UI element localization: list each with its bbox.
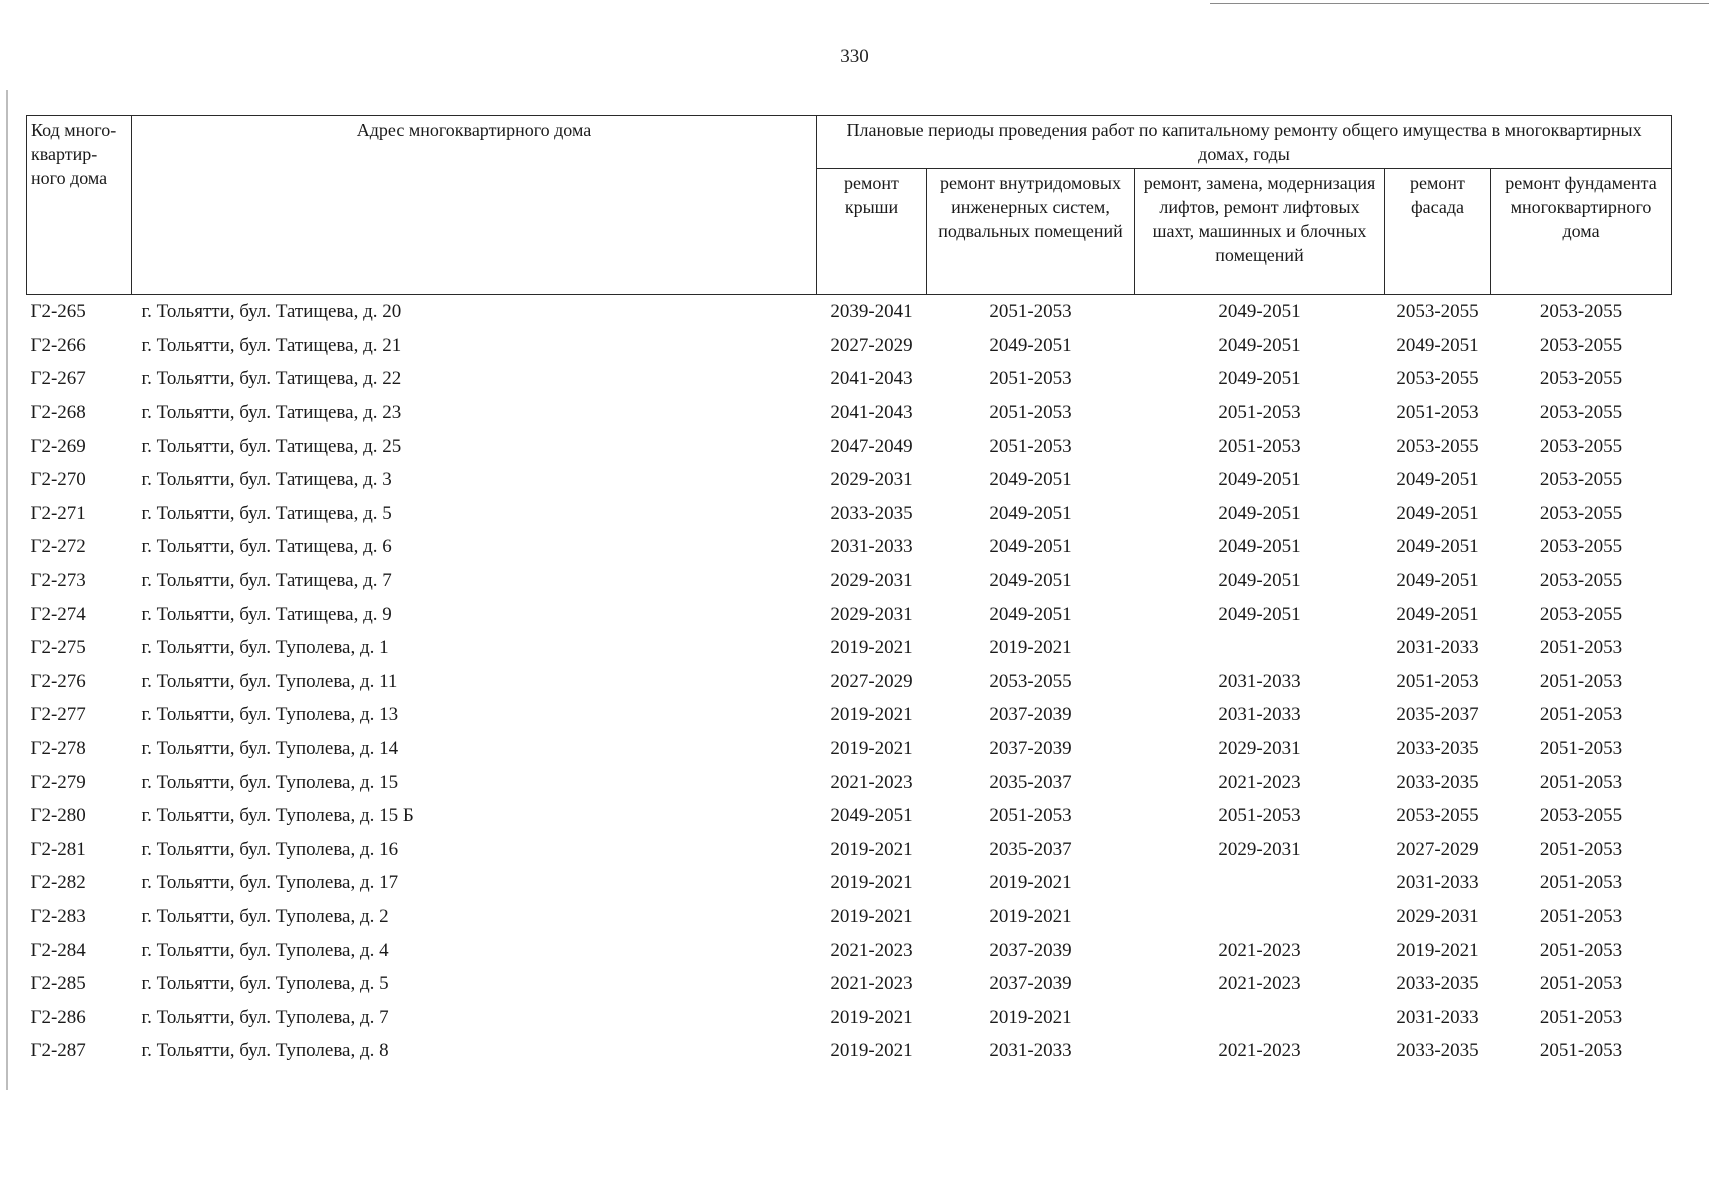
cell-foundation: 2053-2055	[1539, 570, 1623, 592]
cell-engineering: 2051-2053	[989, 402, 1072, 424]
table-row	[27, 833, 1672, 867]
cell-roof: 2031-2033	[830, 536, 913, 558]
cell-facade: 2033-2035	[1396, 1040, 1479, 1062]
cell-engineering: 2037-2039	[989, 973, 1072, 995]
cell-facade: 2049-2051	[1396, 603, 1479, 625]
scan-edge	[6, 90, 8, 1090]
table-row	[27, 396, 1672, 430]
cell-facade: 2033-2035	[1396, 771, 1479, 793]
cell-code: Г2-277	[30, 704, 86, 726]
cell-roof: 2029-2031	[830, 570, 913, 592]
cell-foundation: 2051-2053	[1539, 1040, 1623, 1062]
cell-facade: 2027-2029	[1396, 838, 1479, 860]
table-row	[27, 698, 1672, 732]
cell-code: Г2-270	[30, 469, 86, 491]
table-row	[27, 362, 1672, 396]
cell-facade: 2049-2051	[1396, 469, 1479, 491]
table-row	[27, 1000, 1672, 1034]
cell-address: г. Тольятти, бул. Татищева, д. 7	[141, 570, 392, 592]
cell-engineering: 2019-2021	[989, 1006, 1072, 1028]
cell-engineering: 2035-2037	[989, 771, 1072, 793]
cell-address: г. Тольятти, бул. Туполева, д. 11	[141, 670, 398, 692]
cell-address: г. Тольятти, бул. Туполева, д. 2	[141, 905, 389, 927]
cell-elevators: 2049-2051	[1218, 570, 1301, 592]
cell-roof: 2027-2029	[830, 334, 913, 356]
cell-facade: 2049-2051	[1396, 536, 1479, 558]
cell-roof: 2021-2023	[830, 771, 913, 793]
cell-engineering: 2019-2021	[989, 637, 1072, 659]
cell-address: г. Тольятти, бул. Туполева, д. 16	[141, 838, 399, 860]
cell-foundation: 2053-2055	[1539, 502, 1623, 524]
cell-code: Г2-268	[30, 402, 86, 424]
cell-elevators	[1135, 1000, 1385, 1034]
cell-roof: 2041-2043	[830, 402, 913, 424]
cell-code: Г2-273	[30, 570, 86, 592]
table-row	[27, 732, 1672, 766]
cell-code: Г2-274	[30, 603, 86, 625]
table-row	[27, 497, 1672, 531]
cell-engineering: 2037-2039	[989, 704, 1072, 726]
cell-code: Г2-266	[30, 334, 86, 356]
cell-elevators: 2031-2033	[1218, 704, 1301, 726]
header-address: Адрес многоквартирного дома	[132, 116, 817, 295]
table-row	[27, 799, 1672, 833]
cell-engineering: 2049-2051	[989, 502, 1072, 524]
cell-code: Г2-278	[30, 738, 86, 760]
cell-roof: 2049-2051	[830, 805, 913, 827]
cell-facade: 2053-2055	[1396, 805, 1479, 827]
cell-code: Г2-285	[30, 973, 86, 995]
cell-foundation: 2051-2053	[1539, 771, 1623, 793]
cell-foundation: 2051-2053	[1539, 1006, 1623, 1028]
cell-elevators: 2029-2031	[1218, 838, 1301, 860]
cell-foundation: 2053-2055	[1539, 301, 1623, 323]
cell-code: Г2-272	[30, 536, 86, 558]
cell-facade: 2035-2037	[1396, 704, 1479, 726]
cell-code: Г2-280	[30, 805, 86, 827]
cell-code: Г2-267	[30, 368, 86, 390]
cell-address: г. Тольятти, бул. Татищева, д. 3	[141, 469, 392, 491]
cell-foundation: 2051-2053	[1539, 973, 1623, 995]
cell-address: г. Тольятти, бул. Туполева, д. 14	[141, 738, 399, 760]
cell-address: г. Тольятти, бул. Туполева, д. 7	[141, 1006, 389, 1028]
cell-foundation: 2051-2053	[1539, 838, 1623, 860]
cell-engineering: 2037-2039	[989, 738, 1072, 760]
cell-roof: 2019-2021	[830, 704, 913, 726]
cell-elevators	[1135, 900, 1385, 934]
cell-elevators: 2049-2051	[1218, 301, 1301, 323]
cell-roof: 2047-2049	[830, 435, 913, 457]
cell-engineering: 2035-2037	[989, 838, 1072, 860]
cell-roof: 2019-2021	[830, 637, 913, 659]
cell-elevators: 2051-2053	[1218, 402, 1301, 424]
cell-roof: 2039-2041	[830, 301, 913, 323]
cell-facade: 2029-2031	[1396, 905, 1479, 927]
cell-elevators: 2049-2051	[1218, 536, 1301, 558]
cell-engineering: 2053-2055	[989, 670, 1072, 692]
cell-elevators: 2029-2031	[1218, 738, 1301, 760]
cell-facade: 2031-2033	[1396, 872, 1479, 894]
cell-engineering: 2051-2053	[989, 368, 1072, 390]
cell-engineering: 2049-2051	[989, 603, 1072, 625]
table-row	[27, 597, 1672, 631]
cell-address: г. Тольятти, бул. Татищева, д. 25	[141, 435, 402, 457]
cell-address: г. Тольятти, бул. Туполева, д. 17	[141, 872, 399, 894]
table-row	[27, 329, 1672, 363]
cell-elevators: 2049-2051	[1218, 469, 1301, 491]
table-row	[27, 564, 1672, 598]
table-row	[27, 933, 1672, 967]
cell-code: Г2-276	[30, 670, 86, 692]
cell-roof: 2041-2043	[830, 368, 913, 390]
cell-elevators: 2049-2051	[1218, 368, 1301, 390]
cell-foundation: 2053-2055	[1539, 536, 1623, 558]
cell-facade: 2051-2053	[1396, 402, 1479, 424]
cell-facade: 2031-2033	[1396, 637, 1479, 659]
cell-address: г. Тольятти, бул. Татищева, д. 23	[141, 402, 402, 424]
cell-address: г. Тольятти, бул. Татищева, д. 20	[141, 301, 402, 323]
cell-code: Г2-275	[30, 637, 86, 659]
cell-roof: 2019-2021	[830, 738, 913, 760]
cell-roof: 2027-2029	[830, 670, 913, 692]
cell-address: г. Тольятти, бул. Туполева, д. 15	[141, 771, 399, 793]
cell-code: Г2-269	[30, 435, 86, 457]
cell-elevators: 2031-2033	[1218, 670, 1301, 692]
cell-elevators: 2021-2023	[1218, 1040, 1301, 1062]
cell-roof: 2021-2023	[830, 973, 913, 995]
cell-elevators: 2049-2051	[1218, 334, 1301, 356]
cell-roof: 2019-2021	[830, 905, 913, 927]
cell-facade: 2019-2021	[1396, 939, 1479, 961]
header-planned-periods: Плановые периоды проведения работ по капитальному ремонту общего имущества в многоквартирных домах, годы	[817, 116, 1672, 169]
cell-foundation: 2053-2055	[1539, 469, 1623, 491]
cell-roof: 2019-2021	[830, 1006, 913, 1028]
cell-facade: 2051-2053	[1396, 670, 1479, 692]
cell-facade: 2053-2055	[1396, 368, 1479, 390]
cell-code: Г2-265	[30, 301, 86, 323]
repair-schedule-table	[26, 115, 1672, 1068]
cell-roof: 2021-2023	[830, 939, 913, 961]
cell-elevators: 2021-2023	[1218, 939, 1301, 961]
cell-foundation: 2051-2053	[1539, 637, 1623, 659]
table-row	[27, 530, 1672, 564]
cell-foundation: 2053-2055	[1539, 368, 1623, 390]
cell-elevators: 2021-2023	[1218, 771, 1301, 793]
cell-address: г. Тольятти, бул. Татищева, д. 6	[141, 536, 392, 558]
header-code: Код много-квартир-ного дома	[27, 116, 132, 295]
cell-code: Г2-286	[30, 1006, 86, 1028]
cell-elevators	[1135, 631, 1385, 665]
cell-address: г. Тольятти, бул. Татищева, д. 5	[141, 502, 392, 524]
cell-engineering: 2049-2051	[989, 536, 1072, 558]
cell-code: Г2-287	[30, 1040, 86, 1062]
cell-foundation: 2053-2055	[1539, 435, 1623, 457]
scan-artifact-line	[1210, 3, 1709, 4]
cell-elevators	[1135, 866, 1385, 900]
cell-code: Г2-279	[30, 771, 86, 793]
cell-facade: 2049-2051	[1396, 334, 1479, 356]
cell-engineering: 2051-2053	[989, 805, 1072, 827]
cell-code: Г2-271	[30, 502, 86, 524]
table-body	[27, 295, 1672, 1068]
cell-facade: 2031-2033	[1396, 1006, 1479, 1028]
header-engineering: ремонт внутридомовых инженерных систем, подвальных помещений	[927, 169, 1135, 295]
cell-foundation: 2051-2053	[1539, 704, 1623, 726]
table-row	[27, 429, 1672, 463]
header-facade: ремонт фасада	[1385, 169, 1491, 295]
cell-foundation: 2051-2053	[1539, 905, 1623, 927]
cell-elevators: 2051-2053	[1218, 435, 1301, 457]
table-row	[27, 463, 1672, 497]
cell-elevators: 2049-2051	[1218, 502, 1301, 524]
cell-foundation: 2051-2053	[1539, 738, 1623, 760]
cell-engineering: 2019-2021	[989, 872, 1072, 894]
cell-roof: 2019-2021	[830, 872, 913, 894]
cell-elevators: 2051-2053	[1218, 805, 1301, 827]
cell-foundation: 2051-2053	[1539, 939, 1623, 961]
page-number: 330	[840, 46, 869, 67]
cell-foundation: 2053-2055	[1539, 334, 1623, 356]
cell-engineering: 2031-2033	[989, 1040, 1072, 1062]
cell-address: г. Тольятти, бул. Туполева, д. 8	[141, 1040, 389, 1062]
cell-facade: 2049-2051	[1396, 570, 1479, 592]
cell-roof: 2029-2031	[830, 603, 913, 625]
cell-code: Г2-281	[30, 838, 86, 860]
cell-engineering: 2051-2053	[989, 435, 1072, 457]
cell-address: г. Тольятти, бул. Туполева, д. 5	[141, 973, 389, 995]
cell-facade: 2033-2035	[1396, 973, 1479, 995]
table-row	[27, 967, 1672, 1001]
cell-foundation: 2053-2055	[1539, 603, 1623, 625]
cell-engineering: 2019-2021	[989, 905, 1072, 927]
cell-engineering: 2049-2051	[989, 334, 1072, 356]
cell-engineering: 2049-2051	[989, 570, 1072, 592]
cell-engineering: 2051-2053	[989, 301, 1072, 323]
cell-address: г. Тольятти, бул. Туполева, д. 15 Б	[141, 805, 414, 827]
cell-facade: 2053-2055	[1396, 301, 1479, 323]
cell-foundation: 2051-2053	[1539, 872, 1623, 894]
cell-foundation: 2051-2053	[1539, 670, 1623, 692]
cell-elevators: 2049-2051	[1218, 603, 1301, 625]
header-elevators: ремонт, замена, модернизация лифтов, ремонт лифтовых шахт, машинных и блочных помещений	[1135, 169, 1385, 295]
cell-facade: 2049-2051	[1396, 502, 1479, 524]
table-row	[27, 295, 1672, 329]
header-foundation: ремонт фундамента многоквартирного дома	[1491, 169, 1672, 295]
table-row	[27, 866, 1672, 900]
cell-foundation: 2053-2055	[1539, 402, 1623, 424]
cell-roof: 2033-2035	[830, 502, 913, 524]
cell-elevators: 2021-2023	[1218, 973, 1301, 995]
cell-address: г. Тольятти, бул. Туполева, д. 1	[141, 637, 389, 659]
cell-roof: 2019-2021	[830, 838, 913, 860]
header-roof: ремонт крыши	[817, 169, 927, 295]
cell-engineering: 2049-2051	[989, 469, 1072, 491]
cell-address: г. Тольятти, бул. Татищева, д. 21	[141, 334, 402, 356]
cell-address: г. Тольятти, бул. Туполева, д. 13	[141, 704, 399, 726]
cell-address: г. Тольятти, бул. Туполева, д. 4	[141, 939, 389, 961]
cell-roof: 2029-2031	[830, 469, 913, 491]
cell-address: г. Тольятти, бул. Татищева, д. 9	[141, 603, 392, 625]
table-header	[27, 116, 1672, 295]
cell-facade: 2033-2035	[1396, 738, 1479, 760]
cell-roof: 2019-2021	[830, 1040, 913, 1062]
cell-code: Г2-283	[30, 905, 86, 927]
table-row	[27, 900, 1672, 934]
cell-engineering: 2037-2039	[989, 939, 1072, 961]
cell-code: Г2-282	[30, 872, 86, 894]
cell-foundation: 2053-2055	[1539, 805, 1623, 827]
cell-code: Г2-284	[30, 939, 86, 961]
table-row	[27, 765, 1672, 799]
table-row	[27, 631, 1672, 665]
cell-facade: 2053-2055	[1396, 435, 1479, 457]
table-row	[27, 1034, 1672, 1068]
cell-address: г. Тольятти, бул. Татищева, д. 22	[141, 368, 402, 390]
table-row	[27, 665, 1672, 699]
